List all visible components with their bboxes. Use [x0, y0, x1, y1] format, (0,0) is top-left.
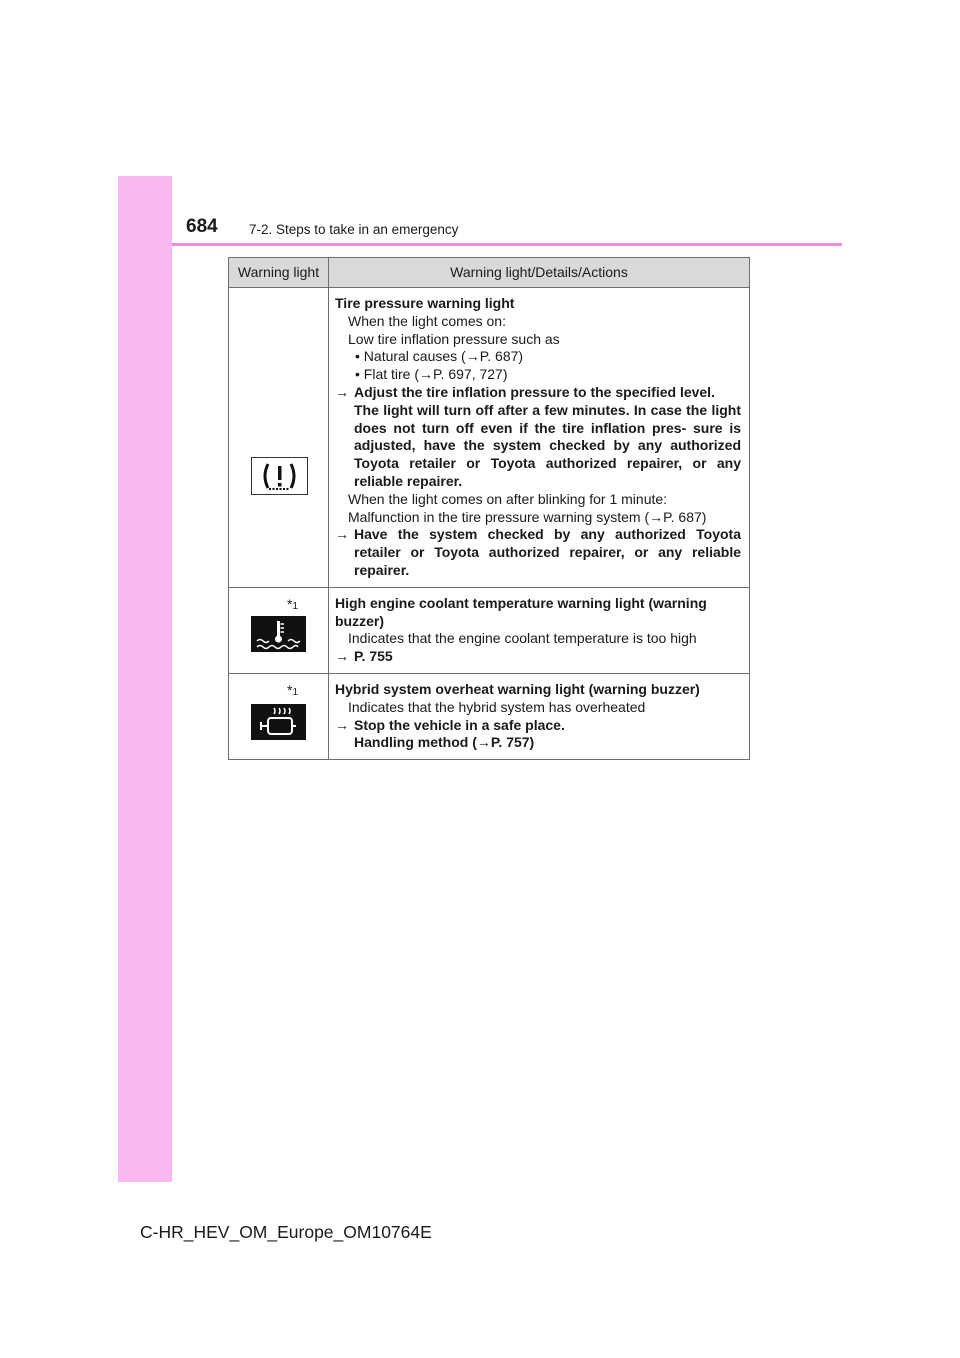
table-header-row: [229, 258, 750, 288]
action-block: [335, 648, 741, 666]
detail-bullet: • Flat tire (→P. 697, 727): [355, 366, 508, 383]
icon-cell: [229, 288, 329, 588]
page-number: 684: [186, 216, 218, 237]
column-header-warning-light: Warning light: [229, 258, 329, 288]
details-cell: [329, 673, 750, 759]
action-block: [335, 717, 741, 753]
arrow-icon: →: [335, 383, 349, 400]
section-title: 7-2. Steps to take in an emergency: [249, 222, 459, 237]
action-block: [335, 526, 741, 579]
table-row: [229, 288, 750, 588]
detail-line: Malfunction in the tire pressure warning system (→P. 687): [348, 508, 707, 525]
footnote-marker: *1: [286, 595, 298, 612]
detail-bullet: • Natural causes (→P. 687): [355, 348, 524, 365]
row-title: High engine coolant temperature warning light (warning buzzer): [335, 594, 707, 629]
action-text: Have the system checked by any authorized Toyota retailer or Toyota authorized repairer, or any reliable repairer.: [354, 526, 741, 578]
arrow-icon: →: [335, 526, 349, 543]
detail-line: When the light comes on after blinking for 1 minute:: [348, 490, 668, 507]
hybrid-system-overheat-icon: [251, 704, 306, 740]
document-code-footer: C-HR_HEV_OM_Europe_OM10764E: [140, 1222, 432, 1242]
footnote-marker: *1: [286, 681, 298, 698]
action-text: The light will turn off after a few minutes. In case the light does not turn off even if the tire inflation pres- sure is adjusted, have the system checked by any authorized Toyota retailer or Toyota authorized repairer, or any reliable repairer.: [354, 401, 741, 489]
engine-coolant-temperature-icon: [251, 616, 306, 652]
details-cell: [329, 587, 750, 673]
action-text: Stop the vehicle in a safe place.: [354, 716, 565, 733]
side-tab-band: [118, 176, 172, 1182]
detail-line: Low tire inflation pressure such as: [348, 330, 560, 347]
tire-pressure-warning-icon: [251, 457, 308, 495]
arrow-icon: →: [335, 716, 349, 733]
detail-line: When the light comes on:: [348, 312, 506, 329]
details-cell: [329, 288, 750, 588]
warning-light-table: [228, 257, 750, 760]
table-row: [229, 673, 750, 759]
row-title: Hybrid system overheat warning light (warning buzzer): [335, 680, 700, 697]
action-text: Adjust the tire inflation pressure to the specified level.: [354, 383, 715, 400]
action-text: P. 755: [354, 648, 393, 665]
action-block: [335, 384, 741, 491]
icon-cell: [229, 587, 329, 673]
row-title: Tire pressure warning light: [335, 295, 515, 311]
detail-line: Indicates that the hybrid system has overheated: [348, 698, 646, 715]
header-rule: [172, 243, 842, 246]
arrow-icon: →: [335, 648, 349, 665]
action-subtext: Handling method (→P. 757): [354, 734, 535, 751]
column-header-details: Warning light/Details/Actions: [329, 258, 750, 288]
table-row: [229, 587, 750, 673]
icon-cell: [229, 673, 329, 759]
detail-line: Indicates that the engine coolant temperature is too high: [348, 630, 697, 647]
